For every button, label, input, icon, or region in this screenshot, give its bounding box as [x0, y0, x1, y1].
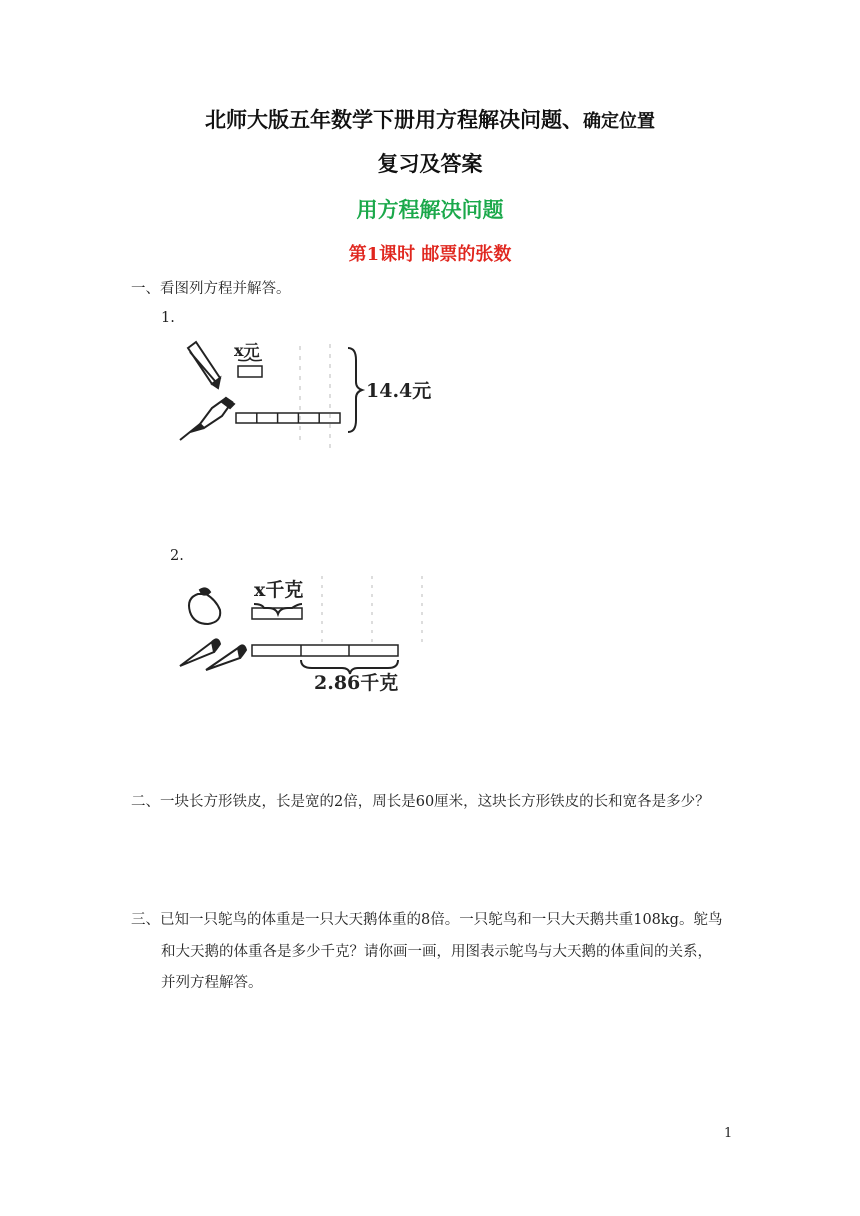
question-1-item-2-number: 2.: [170, 548, 184, 564]
figure-2-total-label: 2.86千克: [314, 672, 399, 694]
question-1-item-1-number: 1.: [161, 310, 175, 326]
eggplant-icon: [189, 588, 220, 624]
figure-1-diagram: [170, 336, 450, 451]
question-2-text: 二、一块长方形铁皮，长是宽的2倍，周长是60厘米，这块长方形铁皮的长和宽各是多少？: [131, 794, 710, 810]
pencil-icon: [188, 342, 220, 388]
page-title: [0, 104, 860, 134]
figure-1-top-label: x元: [234, 341, 260, 360]
figure-2-diagram: [172, 572, 442, 697]
question-3-line-3: 并列方程解答。: [161, 975, 263, 991]
page-subtitle: 复习及答案: [377, 151, 483, 176]
carrot-icon: [180, 639, 246, 670]
question-3-line-1: 三、已知一只鸵鸟的体重是一只大天鹅体重的8倍。一只鸵鸟和一只大天鹅共重108kg。鸵鸟: [131, 912, 723, 928]
fountain-pen-icon: [180, 398, 234, 440]
question-1-heading: 一、看图列方程并解答。: [131, 281, 291, 297]
page-number: 1: [724, 1126, 733, 1141]
question-3-line-2: 和大天鹅的体重各是多少千克？请你画一画，用图表示鸵鸟与大天鹅的体重间的关系，: [161, 944, 712, 960]
section-title: 用方程解决问题: [356, 197, 504, 222]
page-title-suffix: 确定位置: [583, 111, 655, 132]
figure-2-top-label: x千克: [254, 579, 304, 601]
figure-1-total-label: 14.4元: [366, 380, 432, 402]
page-title-main: 北师大版五年数学下册用方程解决问题、: [205, 107, 583, 132]
lesson-title: 第1课时 邮票的张数: [348, 244, 512, 265]
